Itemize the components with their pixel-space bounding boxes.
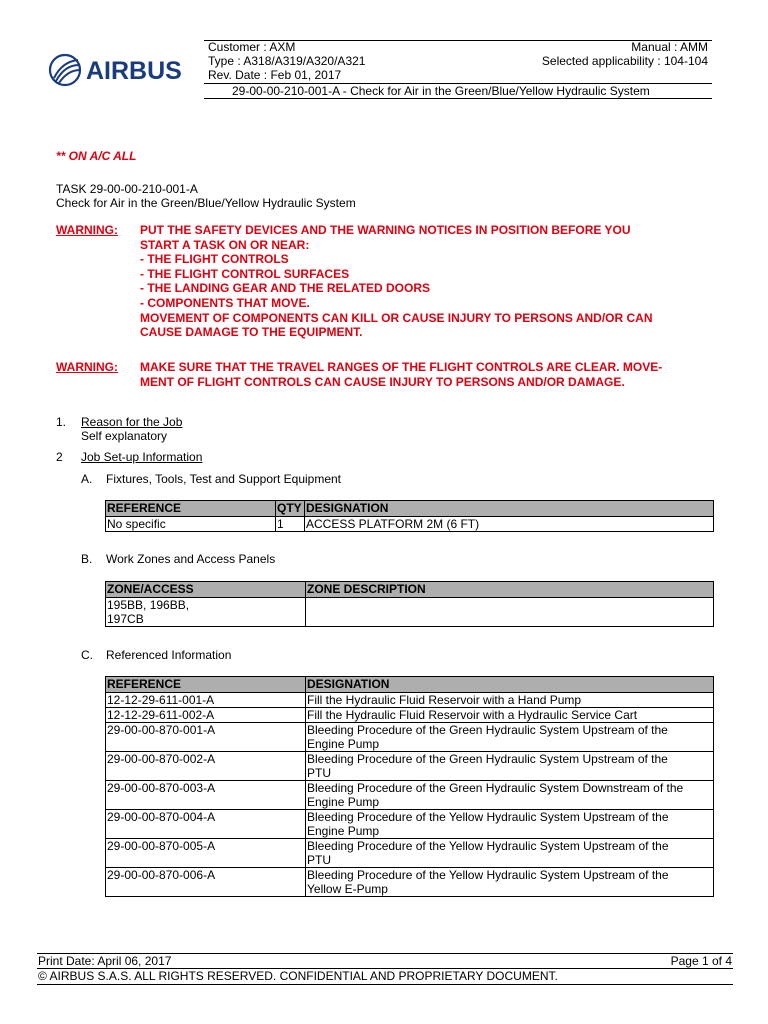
table-cell [306, 868, 714, 897]
footer-bottom-rule [37, 984, 733, 985]
subsection-letter: B. [81, 552, 93, 566]
column-header: REFERENCE [106, 677, 306, 693]
subsection-letter: A. [81, 472, 93, 486]
column-header: ZONE DESCRIPTION [306, 582, 714, 598]
reference-link[interactable]: 29-00-00-870-003-A [106, 781, 306, 810]
table-row [106, 752, 714, 781]
cell-line: Bleeding Procedure of the Green Hydraulic System Upstream of the [307, 723, 668, 737]
table-cell [306, 708, 714, 723]
cell-line: 195BB, 196BB, [107, 598, 190, 612]
table-header-row [106, 582, 714, 598]
zones-table [105, 581, 714, 627]
print-date: Print Date: April 06, 2017 [38, 954, 172, 968]
reference-link[interactable]: 29-00-00-870-006-A [106, 868, 306, 897]
warning-line: - THE FLIGHT CONTROLS [140, 252, 289, 267]
table-cell [306, 723, 714, 752]
reference-link[interactable]: 29-00-00-870-004-A [106, 810, 306, 839]
header-manual: Manual : AMM [631, 40, 708, 54]
reference-link[interactable]: 12-12-29-611-002-A [106, 708, 306, 723]
table-header-row [106, 677, 714, 693]
header-rev-date: Rev. Date : Feb 01, 2017 [208, 68, 342, 82]
cell-line: PTU [307, 853, 331, 867]
warning-text [140, 223, 700, 340]
section-text: Self explanatory [81, 429, 168, 443]
table-cell [306, 693, 714, 708]
section-title: Job Set-up Information [81, 450, 203, 464]
table-row [106, 810, 714, 839]
table-row [106, 781, 714, 810]
warning-line: START A TASK ON OR NEAR: [140, 237, 310, 252]
table-row [106, 517, 714, 532]
cell-line: Bleeding Procedure of the Yellow Hydraulic System Upstream of the [307, 839, 669, 853]
column-header: ZONE/ACCESS [106, 582, 306, 598]
cell-line: Bleeding Procedure of the Green Hydraulic System Upstream of the [307, 752, 668, 766]
reference-link[interactable]: 29-00-00-870-002-A [106, 752, 306, 781]
cell-line: Yellow E-Pump [307, 882, 388, 896]
table-cell [306, 752, 714, 781]
cell-line: Bleeding Procedure of the Yellow Hydraulic System Upstream of the [307, 810, 669, 824]
airbus-logo-icon [48, 52, 198, 88]
page-number: Page 1 of 4 [670, 954, 732, 968]
warning-label: WARNING: [56, 360, 118, 374]
warning-line: PUT THE SAFETY DEVICES AND THE WARNING NOTICES IN POSITION BEFORE YOU [140, 223, 631, 237]
table-row [106, 598, 714, 627]
warning-line: CAUSE DAMAGE TO THE EQUIPMENT. [140, 325, 363, 340]
airbus-logo [48, 52, 198, 88]
subsection-letter: C. [81, 648, 93, 662]
section-number: 1. [56, 415, 67, 429]
header-type: Type : A318/A319/A320/A321 [208, 54, 366, 68]
table-cell [306, 598, 714, 627]
cell-line: Bleeding Procedure of the Green Hydraulic System Downstream of the [307, 781, 684, 795]
copyright: © AIRBUS S.A.S. ALL RIGHTS RESERVED. CONFIDENTIAL AND PROPRIETARY DOCUMENT. [38, 969, 558, 983]
cell-line: Engine Pump [307, 824, 380, 838]
logo-text: AIRBUS [86, 57, 182, 85]
column-header: DESIGNATION [306, 677, 714, 693]
task-title: Check for Air in the Green/Blue/Yellow Hydraulic System [56, 196, 356, 210]
subsection-title: Work Zones and Access Panels [106, 552, 276, 566]
column-header: QTY [276, 501, 305, 517]
warning-text [140, 360, 700, 389]
referenced-info-table [105, 676, 714, 897]
section-number: 2 [56, 450, 63, 464]
table-cell [306, 810, 714, 839]
table-cell [106, 598, 306, 627]
column-header: REFERENCE [106, 501, 276, 517]
table-header-row [106, 501, 714, 517]
section-title: Reason for the Job [81, 415, 183, 429]
header-task-title: 29-00-00-210-001-A - Check for Air in the Green/Blue/Yellow Hydraulic System [232, 84, 650, 98]
table-cell: ACCESS PLATFORM 2M (6 FT) [305, 517, 714, 532]
table-row [106, 708, 714, 723]
subsection-title: Referenced Information [106, 648, 232, 662]
reference-link[interactable]: 29-00-00-870-001-A [106, 723, 306, 752]
cell-line: 197CB [107, 612, 144, 626]
equipment-table [105, 500, 714, 532]
warning-line: MAKE SURE THAT THE TRAVEL RANGES OF THE FLIGHT CONTROLS ARE CLEAR. MOVE- [140, 360, 663, 374]
table-cell [306, 781, 714, 810]
column-header: DESIGNATION [305, 501, 714, 517]
warning-line: MENT OF FLIGHT CONTROLS CAN CAUSE INJURY TO PERSONS AND/OR DAMAGE. [140, 374, 625, 389]
task-number: TASK 29-00-00-210-001-A [56, 182, 198, 196]
warning-line: MOVEMENT OF COMPONENTS CAN KILL OR CAUSE INJURY TO PERSONS AND/OR CAN [140, 310, 653, 325]
header-applicability: Selected applicability : 104-104 [541, 54, 708, 68]
cell-line: Fill the Hydraulic Fluid Reservoir with a Hand Pump [307, 693, 582, 707]
table-cell [306, 839, 714, 868]
table-row [106, 723, 714, 752]
table-cell: 1 [276, 517, 305, 532]
effectivity: ** ON A/C ALL [56, 149, 137, 163]
warning-line: - COMPONENTS THAT MOVE. [140, 295, 310, 310]
table-cell: No specific [106, 517, 276, 532]
cell-line: Bleeding Procedure of the Yellow Hydraulic System Upstream of the [307, 868, 669, 882]
cell-line: Fill the Hydraulic Fluid Reservoir with a Hydraulic Service Cart [307, 708, 638, 722]
table-row [106, 868, 714, 897]
header-customer: Customer : AXM [208, 40, 296, 54]
warning-label: WARNING: [56, 223, 118, 237]
reference-link[interactable]: 29-00-00-870-005-A [106, 839, 306, 868]
table-row [106, 693, 714, 708]
warning-line: - THE LANDING GEAR AND THE RELATED DOORS [140, 281, 430, 296]
reference-link[interactable]: 12-12-29-611-001-A [106, 693, 306, 708]
cell-line: PTU [307, 766, 331, 780]
subsection-title: Fixtures, Tools, Test and Support Equipment [106, 472, 342, 486]
cell-line: Engine Pump [307, 795, 380, 809]
cell-line: Engine Pump [307, 737, 380, 751]
warning-line: - THE FLIGHT CONTROL SURFACES [140, 266, 350, 281]
table-row [106, 839, 714, 868]
header-bottom-rule [204, 98, 712, 99]
